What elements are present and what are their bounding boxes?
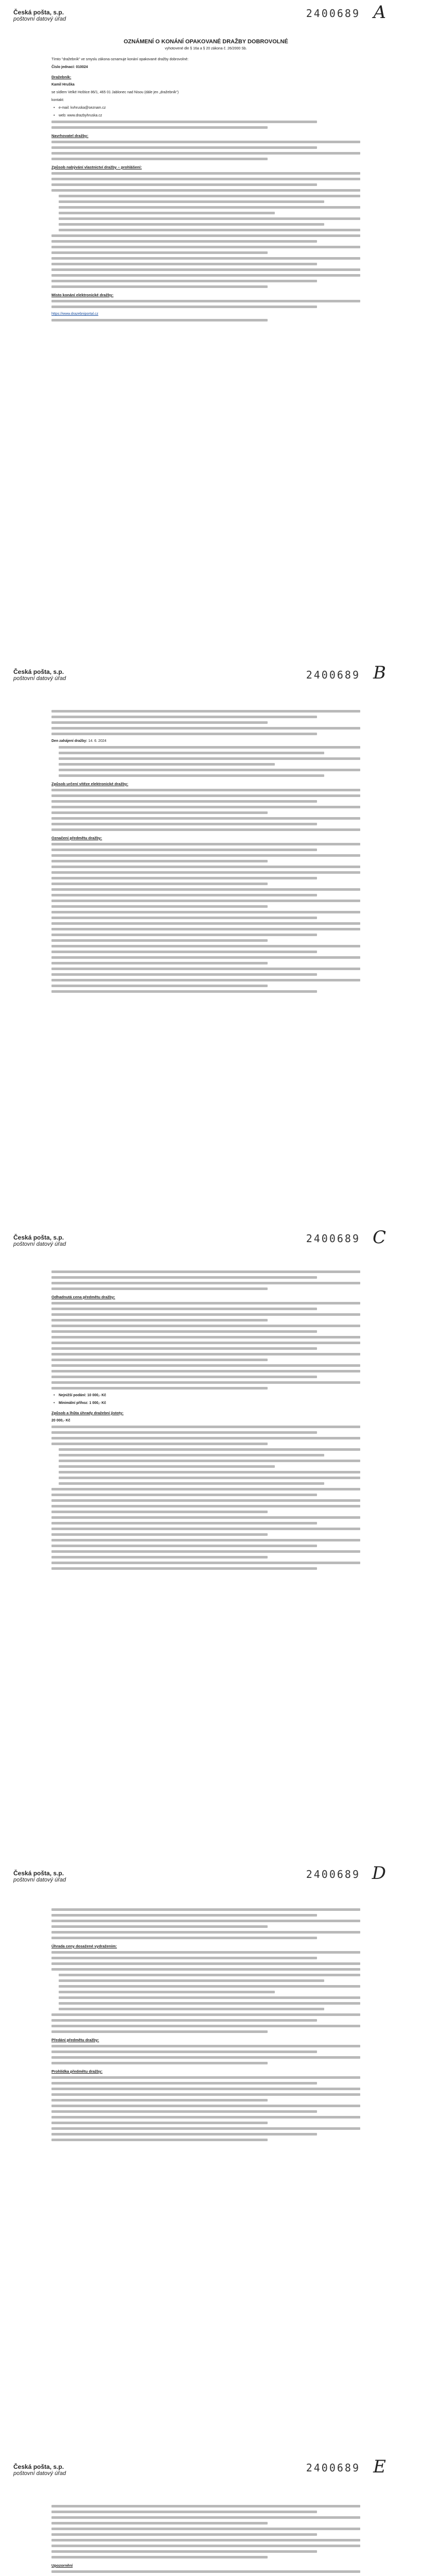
place-link[interactable]: https://www.drazebniportal.cz [51, 312, 99, 316]
company-subtitle: poštovní datový úřad [13, 1877, 66, 1883]
section-auction-method: Způsob určení vítěze elektronické dražby: [51, 782, 129, 786]
company-name: Česká pošta, s.p. [13, 668, 64, 675]
barcode-number: 2400689 [306, 1868, 360, 1880]
page-content [51, 710, 360, 996]
company-name: Česká pošta, s.p. [13, 1234, 64, 1241]
document-page-b [0, 607, 422, 1214]
case-label: Číslo jednací: [51, 65, 75, 69]
date-label: Den zahájení dražby: [51, 739, 87, 743]
section-tour: Prohlídka předmětu dražby: [51, 2069, 103, 2074]
company-subtitle: poštovní datový úřad [13, 2470, 66, 2477]
company-name: Česká pošta, s.p. [13, 2463, 64, 2470]
page-header [13, 1870, 66, 1884]
section-deposit: Způsob a lhůta úhrady dražební jistoty: [51, 1411, 124, 1415]
page-header [13, 1234, 66, 1248]
page-content [51, 1908, 360, 2144]
page-header [13, 669, 66, 682]
company-name: Česká pošta, s.p. [13, 9, 64, 16]
page-header [13, 2464, 66, 2477]
document-subtitle: vyhotovené dle § 16a a § 20 zákona č. 26/2000 Sb. [165, 47, 247, 50]
date-value: 14. 6. 2024 [88, 739, 107, 743]
section-item: Označení předmětu dražby: [51, 836, 102, 840]
company-subtitle: poštovní datový úřad [13, 675, 66, 682]
section-proposer: Navrhovatel dražby: [51, 133, 89, 138]
barcode-number: 2400689 [306, 669, 360, 681]
page-letter: B [373, 663, 386, 683]
auctioneer-contact: kontakt: [51, 98, 64, 102]
page-letter: C [372, 1227, 386, 1248]
document-page-d [0, 1821, 422, 2428]
deposit-value: 20 000,- Kč [51, 1419, 71, 1422]
page-header [13, 9, 66, 23]
min-bid-value: 10 000,- Kč [87, 1394, 107, 1397]
intro-text: Tímto "dražebník" ve smyslu zákona oznamuje konání opakované dražby dobrovolné: [51, 58, 189, 61]
document-page-a [0, 0, 422, 607]
section-handover: Předání předmětu dražby: [51, 2038, 99, 2042]
auctioneer-email: • e-mail: kvhruska@seznam.cz [51, 105, 360, 111]
min-bid-label: Nejnižší podání: [59, 1394, 86, 1397]
document-page-c [0, 1214, 422, 1821]
document-title: OZNÁMENÍ O KONÁNÍ OPAKOVANÉ DRAŽBY DOBROVOLNÉ [124, 39, 288, 45]
barcode-number: 2400689 [306, 1232, 360, 1245]
section-ownership: Způsob nabývání vlastnictví dražby – prohlášení: [51, 165, 142, 170]
page-content [51, 36, 360, 325]
page-content [51, 1270, 360, 1573]
document-page-e [0, 2428, 422, 2576]
section-price: Odhadnutá cena předmětu dražby: [51, 1295, 115, 1299]
page-letter: D [372, 1863, 386, 1884]
company-name: Česká pošta, s.p. [13, 1870, 64, 1877]
page-content [51, 2505, 360, 2576]
section-payment: Úhrada ceny dosažené vydražením: [51, 1944, 117, 1948]
barcode-number: 2400689 [306, 7, 360, 20]
section-place: Místo konání elektronické dražby: [51, 293, 114, 297]
page-letter: A [373, 2, 386, 23]
auctioneer-web: • web: www.drazbyhruska.cz [51, 113, 360, 118]
company-subtitle: poštovní datový úřad [13, 1241, 66, 1247]
page-letter: E [373, 2456, 386, 2477]
case-number: 010024 [76, 65, 88, 69]
bid-step-label: Minimální příhoz: [59, 1401, 89, 1405]
auctioneer-address: se sídlem Velké Hoštice 86/1, 465 01 Jablonec nad Nisou (dále jen „dražebník“) [51, 91, 179, 94]
section-auctioneer: Dražebník: [51, 75, 72, 79]
barcode-number: 2400689 [306, 2462, 360, 2474]
auctioneer-name: Kamil Hruška [51, 83, 75, 87]
bid-step-value: 1 000,- Kč [89, 1401, 107, 1405]
company-subtitle: poštovní datový úřad [13, 16, 66, 22]
section-notice: Upozornění [51, 2563, 73, 2568]
